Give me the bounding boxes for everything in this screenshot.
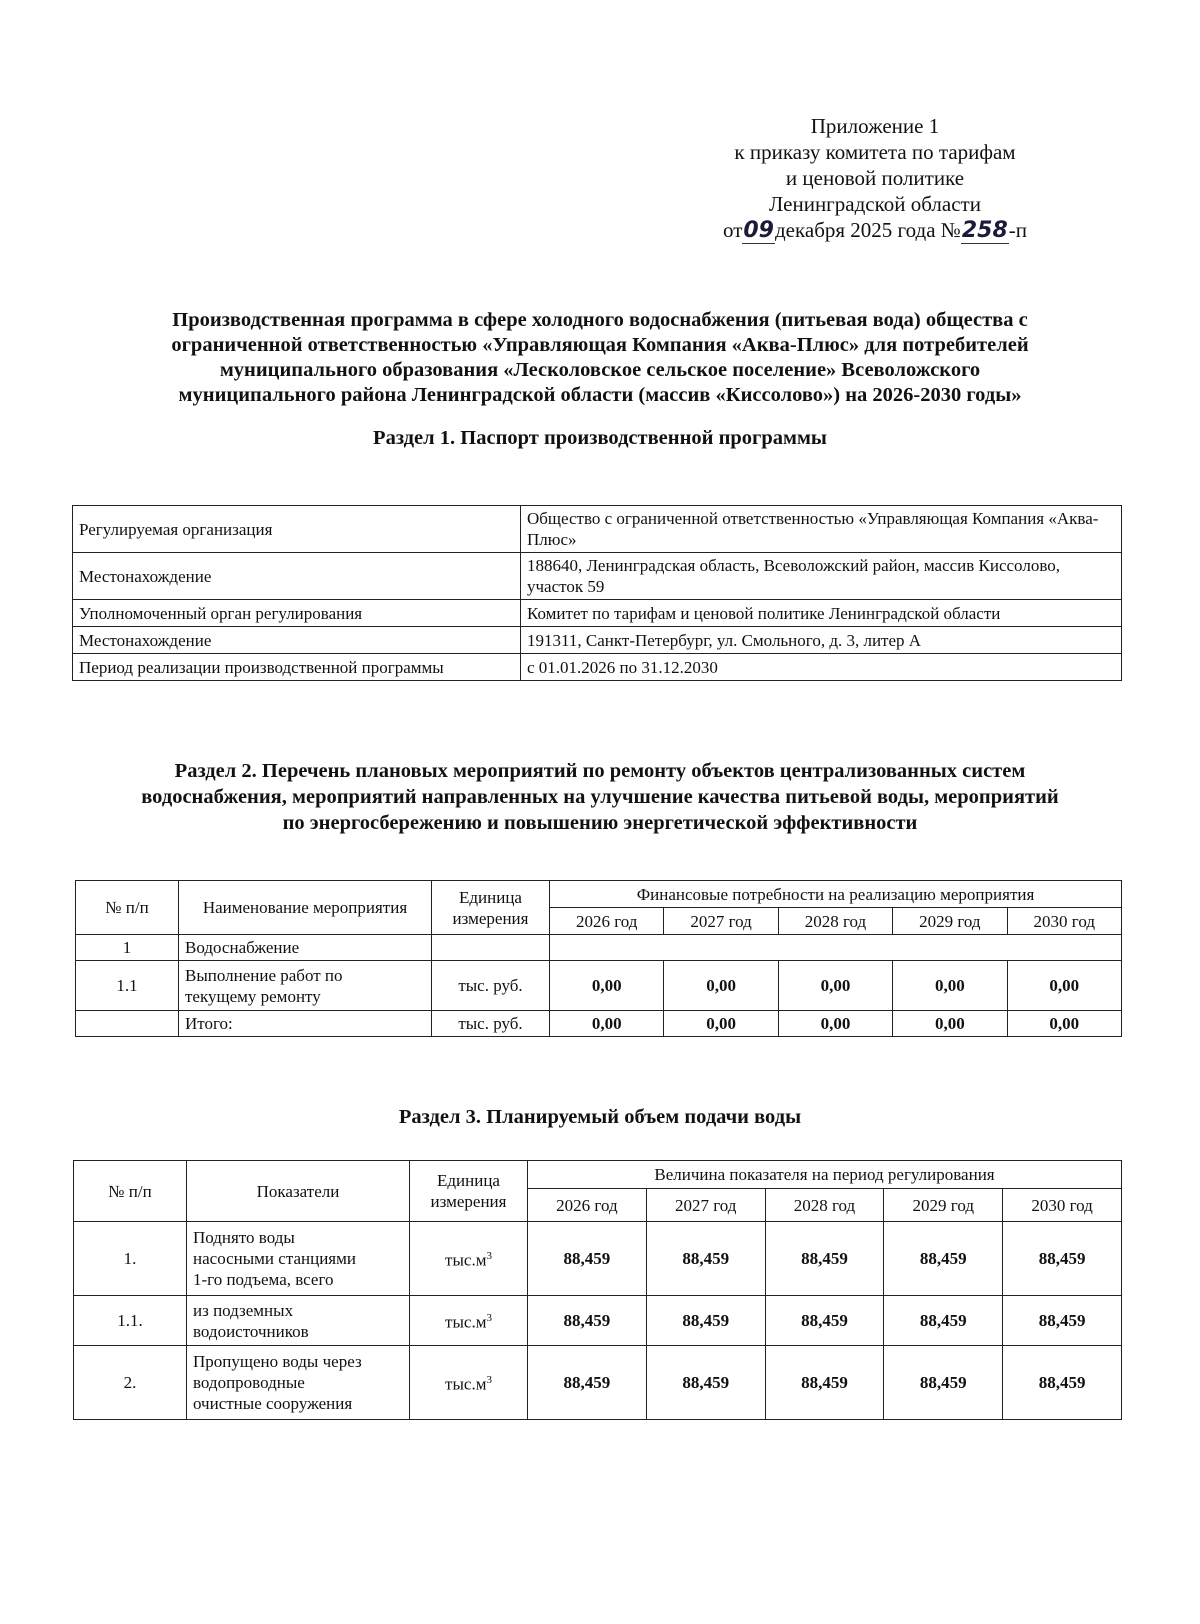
cell-value: 88,459 — [884, 1296, 1003, 1346]
cell-value: 88,459 — [528, 1296, 647, 1346]
cell-unit-text: тыс.м — [445, 1312, 487, 1332]
col-header-year: 2029 год — [893, 908, 1007, 935]
passport-key: Период реализации производственной программы — [73, 654, 521, 681]
cell-no: 1.1 — [76, 961, 179, 1011]
col-header-unit — [432, 881, 550, 935]
table-row — [73, 654, 1122, 681]
section1-heading: Раздел 1. Паспорт производственной программы — [373, 427, 827, 449]
cell-value: 88,459 — [884, 1222, 1003, 1296]
cell-value: 0,00 — [1007, 961, 1122, 1011]
table-row — [73, 600, 1122, 627]
cell-unit-sup: 3 — [486, 1312, 492, 1325]
cell-name: Итого: — [179, 1011, 432, 1037]
table-row — [73, 553, 1122, 600]
passport-key: Регулируемая организация — [73, 506, 521, 553]
cell-unit-sup: 3 — [486, 1250, 492, 1263]
col-header-value: Величина показателя на период регулирования — [528, 1161, 1122, 1189]
cell-no: 1.1. — [74, 1296, 187, 1346]
cell-no — [76, 1011, 179, 1037]
col-header-name: Показатели — [187, 1161, 410, 1222]
col-header-year: 2030 год — [1003, 1189, 1122, 1222]
cell-unit — [410, 1296, 528, 1346]
annex-date-middle: декабря 2025 года № — [775, 218, 961, 242]
cell-value: 88,459 — [765, 1346, 884, 1420]
cell-no: 1. — [74, 1222, 187, 1296]
cell-value: 0,00 — [1007, 1011, 1122, 1037]
title-line-3: муниципального образования «Лесколовское сельское поселение» Всеволожского — [219, 359, 981, 381]
cell-unit-text: тыс.м — [445, 1374, 487, 1394]
col-header-no: № п/п — [74, 1161, 187, 1222]
passport-value: 188640, Ленинградская область, Всеволожский район, массив Киссолово, участок 59 — [521, 553, 1122, 600]
title-line-1: Производственная программа в сфере холодного водоснабжения (питьевая вода) общества с — [172, 309, 1028, 331]
document-title — [70, 308, 1130, 408]
cell-value: 0,00 — [778, 961, 892, 1011]
cell-name-line-1: из подземных — [193, 1300, 294, 1320]
annex-date-line — [690, 217, 1060, 244]
cell-name-line-1: Поднято воды — [193, 1228, 295, 1247]
passport-key: Местонахождение — [73, 627, 521, 654]
section2-heading-line-3: по энергосбережению и повышению энергетической эффективности — [282, 812, 918, 834]
cell-unit-text: тыс.м — [445, 1250, 487, 1270]
annex-number-handwritten: 258 — [961, 218, 1008, 243]
table-row — [74, 1346, 1122, 1420]
table-row — [74, 1222, 1122, 1296]
cell-value: 88,459 — [528, 1346, 647, 1420]
col-header-finance: Финансовые потребности на реализацию мероприятия — [550, 881, 1122, 908]
col-header-year: 2027 год — [664, 908, 778, 935]
cell-name-line-2: насосными станциями — [193, 1249, 356, 1268]
cell-value: 0,00 — [664, 1011, 778, 1037]
cell-value: 88,459 — [765, 1296, 884, 1346]
passport-value: 191311, Санкт-Петербург, ул. Смольного, д. 3, литер А — [521, 627, 1122, 654]
annex-line-2: к приказу комитета по тарифам — [734, 140, 1016, 164]
cell-unit: тыс. руб. — [432, 1011, 550, 1037]
table-row — [76, 1011, 1122, 1037]
cell-name-line-1: Выполнение работ по — [185, 965, 343, 985]
col-header-year: 2029 год — [884, 1189, 1003, 1222]
col-header-year: 2028 год — [765, 1189, 884, 1222]
cell-value: 88,459 — [1003, 1346, 1122, 1420]
table-row — [76, 961, 1122, 1011]
cell-no: 1 — [76, 935, 179, 961]
col-header-unit-line-1: Единица — [459, 887, 522, 907]
passport-value: Комитет по тарифам и ценовой политике Ленинградской области — [521, 600, 1122, 627]
cell-value: 88,459 — [765, 1222, 884, 1296]
col-header-no: № п/п — [76, 881, 179, 935]
passport-value: Общество с ограниченной ответственностью «Управляющая Компания «Аква-Плюс» — [521, 506, 1122, 553]
cell-name-line-2: водоисточников — [193, 1321, 309, 1341]
col-header-name: Наименование мероприятия — [179, 881, 432, 935]
table-row — [76, 935, 1122, 961]
cell-value: 88,459 — [646, 1346, 765, 1420]
annex-number-suffix: -п — [1008, 218, 1028, 242]
passport-key: Уполномоченный орган регулирования — [73, 600, 521, 627]
col-header-unit-line-2: измерения — [430, 1192, 507, 1211]
annex-header — [690, 113, 1060, 244]
annex-line-4: Ленинградской области — [769, 192, 981, 216]
col-header-year: 2026 год — [550, 908, 664, 935]
cell-value: 88,459 — [528, 1222, 647, 1296]
section3-heading: Раздел 3. Планируемый объем подачи воды — [398, 1106, 802, 1128]
cell-empty — [550, 935, 1122, 961]
col-header-unit — [410, 1161, 528, 1222]
cell-unit — [410, 1346, 528, 1420]
section2-heading-line-2: водоснабжения, мероприятий направленных на улучшение качества питьевой воды, мероприятий — [141, 786, 1059, 808]
cell-value: 88,459 — [884, 1346, 1003, 1420]
passport-key: Местонахождение — [73, 553, 521, 600]
cell-value: 88,459 — [1003, 1296, 1122, 1346]
col-header-year: 2027 год — [646, 1189, 765, 1222]
col-header-unit-line-2: измерения — [452, 908, 529, 928]
table-header-row — [74, 1161, 1122, 1189]
cell-name-line-3: очистные сооружения — [193, 1394, 353, 1413]
annex-line-1: Приложение 1 — [810, 114, 940, 138]
cell-name-line-2: текущему ремонту — [185, 986, 321, 1006]
cell-name — [187, 1346, 410, 1420]
cell-name — [187, 1296, 410, 1346]
col-header-year: 2026 год — [528, 1189, 647, 1222]
cell-value: 88,459 — [646, 1222, 765, 1296]
cell-value: 0,00 — [550, 961, 664, 1011]
annex-line-3: и ценовой политике — [785, 166, 965, 190]
cell-value: 88,459 — [1003, 1222, 1122, 1296]
cell-value: 0,00 — [550, 1011, 664, 1037]
measures-table — [75, 880, 1122, 1037]
cell-name — [187, 1222, 410, 1296]
section2-heading-line-1: Раздел 2. Перечень плановых мероприятий по ремонту объектов централизованных систем — [174, 760, 1026, 782]
cell-name — [179, 961, 432, 1011]
cell-name: Водоснабжение — [179, 935, 432, 961]
table-header-row — [76, 881, 1122, 908]
water-supply-table — [73, 1160, 1122, 1420]
annex-date-prefix: от — [722, 218, 743, 242]
cell-value: 0,00 — [778, 1011, 892, 1037]
cell-unit — [432, 935, 550, 961]
cell-value: 88,459 — [646, 1296, 765, 1346]
cell-unit: тыс. руб. — [432, 961, 550, 1011]
title-line-2: ограниченной ответственностью «Управляющая Компания «Аква-Плюс» для потребителей — [171, 334, 1029, 356]
col-header-year: 2028 год — [778, 908, 892, 935]
passport-table — [72, 505, 1122, 681]
cell-unit — [410, 1222, 528, 1296]
table-row — [73, 627, 1122, 654]
section2-heading — [70, 758, 1130, 836]
cell-value: 0,00 — [664, 961, 778, 1011]
passport-value: с 01.01.2026 по 31.12.2030 — [521, 654, 1122, 681]
cell-unit-sup: 3 — [486, 1374, 492, 1387]
table-row — [73, 506, 1122, 553]
table-row — [74, 1296, 1122, 1346]
title-line-4: муниципального района Ленинградской области (массив «Киссолово») на 2026-2030 годы» — [178, 384, 1022, 406]
col-header-unit-line-1: Единица — [437, 1171, 500, 1190]
cell-name-line-2: водопроводные — [193, 1373, 305, 1392]
cell-value: 0,00 — [893, 961, 1007, 1011]
cell-name-line-3: 1-го подъема, всего — [193, 1270, 334, 1289]
cell-no: 2. — [74, 1346, 187, 1420]
annex-day-handwritten: 09 — [743, 218, 774, 243]
col-header-year: 2030 год — [1007, 908, 1122, 935]
cell-name-line-1: Пропущено воды через — [193, 1352, 362, 1371]
cell-value: 0,00 — [893, 1011, 1007, 1037]
